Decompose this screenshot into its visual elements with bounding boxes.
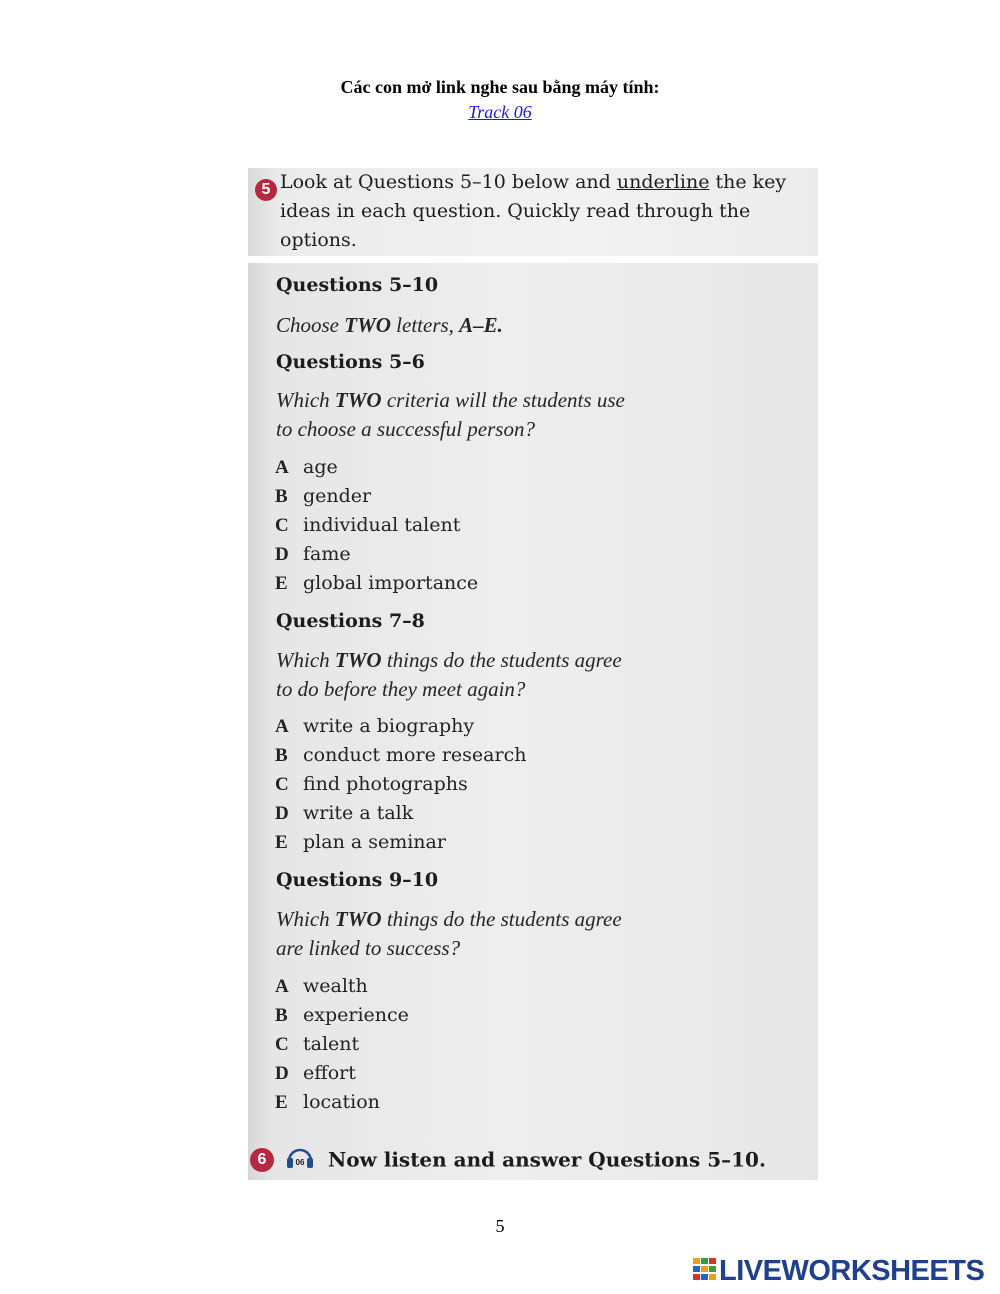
header-title: Các con mở link nghe sau bằng máy tính: (340, 77, 660, 97)
exercise-6-text: Now listen and answer Questions 5–10. (327, 1147, 766, 1172)
track-number: 06 (295, 1158, 305, 1167)
exercise-5-number: 5 (255, 179, 277, 201)
option-list (275, 972, 409, 1117)
option-item: D fame (275, 543, 351, 565)
option-list (275, 712, 526, 857)
option-item: B gender (275, 485, 372, 507)
liveworksheets-logo (693, 1255, 984, 1285)
exercise-6-number: 6 (250, 1148, 274, 1172)
group-prompt: Which TWO criteria will the students use to choose a successful person? (276, 388, 625, 441)
option-item: C talent (275, 1033, 360, 1055)
page-number: 5 (495, 1216, 505, 1236)
exercise-5-instruction (280, 168, 800, 255)
option-item: B experience (275, 1004, 409, 1026)
exercise-6-instruction (250, 1143, 766, 1173)
group-heading: Questions 7–8 (276, 610, 425, 632)
option-item: A wealth (275, 975, 368, 997)
logo-blocks-icon (693, 1258, 717, 1285)
track-link[interactable]: Track 06 (468, 102, 532, 122)
track-link-container (0, 102, 1000, 123)
option-list (275, 453, 478, 598)
group-heading: Questions 5–6 (276, 351, 425, 373)
group-prompt: Which TWO things do the students agree are linked to success? (276, 907, 622, 960)
option-item: D write a talk (275, 802, 414, 824)
instruction-underlined-word: underline (616, 171, 710, 193)
option-item: B conduct more research (275, 744, 527, 766)
questions-instruction: Choose TWO letters, A–E. (276, 313, 503, 337)
questions-heading: Questions 5–10 (276, 274, 439, 296)
option-item: E global importance (275, 572, 479, 594)
instruction-text-before: Look at Questions 5–10 below and (280, 171, 617, 193)
option-item: E location (275, 1091, 380, 1113)
instruction-text-after: the key ideas in each question. Quickly read through the options. (280, 171, 787, 251)
option-item: A age (275, 456, 338, 478)
option-item: E plan a seminar (275, 831, 446, 853)
option-item: A write a biography (275, 715, 475, 737)
option-item: C find photographs (275, 773, 468, 795)
group-heading: Questions 9–10 (276, 869, 439, 891)
option-item: C individual talent (275, 514, 461, 536)
brand-name: LIVEWORKSHEETS (719, 1255, 985, 1287)
option-item: D effort (275, 1062, 356, 1084)
group-prompt: Which TWO things do the students agree to do before they meet again? (276, 648, 622, 701)
headphones-icon (285, 1143, 315, 1176)
